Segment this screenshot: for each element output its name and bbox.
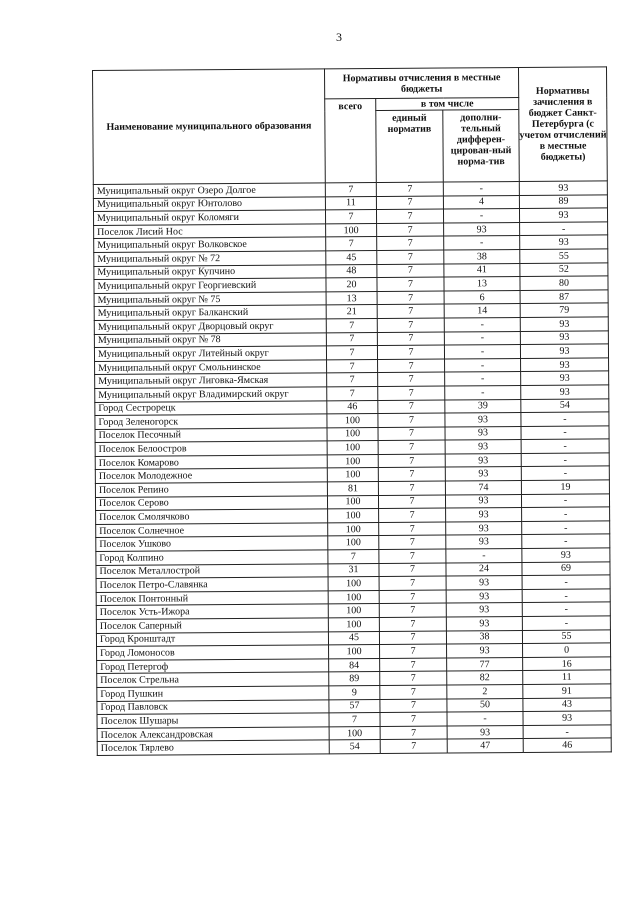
cell-extra: 93 xyxy=(446,589,522,603)
cell-extra: 47 xyxy=(447,739,523,753)
norms-table xyxy=(92,66,612,756)
header-extra-norm: дополни-тельный дифферен-цирован-ный норма-тив xyxy=(443,110,520,183)
cell-total: 100 xyxy=(327,468,378,482)
cell-single: 7 xyxy=(379,576,446,590)
table-body xyxy=(93,181,611,756)
cell-single: 7 xyxy=(378,372,445,386)
cell-name: Город Колпино xyxy=(96,550,328,565)
cell-total: 7 xyxy=(326,237,377,251)
cell-single: 7 xyxy=(379,590,446,604)
cell-single: 7 xyxy=(379,535,446,549)
cell-name: Поселок Песочный xyxy=(95,428,327,443)
cell-spb: 93 xyxy=(519,208,607,222)
cell-total: 100 xyxy=(329,726,380,740)
cell-name: Город Зеленогорск xyxy=(95,414,327,429)
cell-total: 13 xyxy=(326,291,377,305)
cell-spb: 55 xyxy=(522,629,610,643)
cell-total: 48 xyxy=(326,264,377,278)
cell-extra: 39 xyxy=(445,399,521,413)
cell-extra: - xyxy=(443,182,519,196)
cell-extra: 50 xyxy=(447,698,523,712)
cell-total: 7 xyxy=(327,373,378,387)
cell-spb: 93 xyxy=(521,385,609,399)
cell-extra: 93 xyxy=(445,453,521,467)
cell-single: 7 xyxy=(379,563,446,577)
cell-extra: - xyxy=(444,345,520,359)
cell-name: Город Пушкин xyxy=(97,686,329,701)
cell-spb: 87 xyxy=(520,290,608,304)
cell-spb: - xyxy=(521,466,609,480)
cell-total: 100 xyxy=(327,454,378,468)
cell-spb: - xyxy=(522,575,610,589)
cell-single: 7 xyxy=(379,522,446,536)
cell-extra: 93 xyxy=(445,413,521,427)
cell-extra: 4 xyxy=(443,195,519,209)
cell-single: 7 xyxy=(376,182,443,196)
cell-single: 7 xyxy=(378,481,445,495)
cell-single: 7 xyxy=(376,209,443,223)
cell-total: 7 xyxy=(327,359,378,373)
cell-name: Муниципальный округ Купчино xyxy=(94,264,326,279)
cell-name: Город Павловск xyxy=(97,699,329,714)
cell-single: 7 xyxy=(380,699,447,713)
cell-name: Поселок Комарово xyxy=(95,455,327,470)
cell-spb: - xyxy=(522,589,610,603)
cell-spb: 93 xyxy=(519,181,607,195)
cell-total: 7 xyxy=(326,346,377,360)
cell-single: 7 xyxy=(380,671,447,685)
cell-single: 7 xyxy=(380,739,447,753)
cell-name: Поселок Понтонный xyxy=(96,591,328,606)
header-name: Наименование муниципального образования xyxy=(93,69,326,185)
cell-total: 100 xyxy=(327,495,378,509)
cell-single: 7 xyxy=(380,658,447,672)
cell-name: Муниципальный округ Смольнинское xyxy=(95,360,327,375)
cell-total: 100 xyxy=(329,645,380,659)
cell-single: 7 xyxy=(376,196,443,210)
cell-extra: 82 xyxy=(447,671,523,685)
cell-extra: 93 xyxy=(447,644,523,658)
cell-total: 31 xyxy=(328,563,379,577)
cell-total: 100 xyxy=(326,223,377,237)
cell-single: 7 xyxy=(378,386,445,400)
cell-total: 7 xyxy=(329,713,380,727)
cell-spb: 93 xyxy=(523,711,611,725)
cell-total: 100 xyxy=(328,604,379,618)
cell-total: 45 xyxy=(328,631,379,645)
cell-name: Поселок Металлострой xyxy=(96,563,328,578)
cell-total: 100 xyxy=(327,427,378,441)
cell-name: Муниципальный округ Лиговка-Ямская xyxy=(95,373,327,388)
cell-spb: 55 xyxy=(520,249,608,263)
cell-extra: 93 xyxy=(447,725,523,739)
cell-spb: - xyxy=(521,439,609,453)
cell-spb: - xyxy=(521,412,609,426)
cell-spb: - xyxy=(521,494,609,508)
header-spb-budget: Нормативы зачисления в бюджет Санкт-Петербурга (с учетом отчислений в местные бюджеты) xyxy=(519,67,608,182)
cell-total: 100 xyxy=(328,590,379,604)
cell-name: Муниципальный округ Балканский xyxy=(94,305,326,320)
cell-name: Поселок Саперный xyxy=(96,618,328,633)
cell-spb: - xyxy=(522,507,610,521)
cell-spb: - xyxy=(521,453,609,467)
cell-extra: 93 xyxy=(445,440,521,454)
cell-total: 100 xyxy=(327,414,378,428)
cell-extra: - xyxy=(443,209,519,223)
header-single-norm: единый норматив xyxy=(376,110,444,182)
cell-single: 7 xyxy=(377,291,444,305)
cell-name: Муниципальный округ № 72 xyxy=(94,251,326,266)
cell-single: 7 xyxy=(377,277,444,291)
cell-single: 7 xyxy=(377,264,444,278)
cell-single: 7 xyxy=(379,617,446,631)
cell-spb: 46 xyxy=(523,738,611,752)
cell-total: 7 xyxy=(327,386,378,400)
page-number: 3 xyxy=(336,30,342,44)
cell-total: 7 xyxy=(326,318,377,332)
cell-spb: 16 xyxy=(523,657,611,671)
cell-total: 100 xyxy=(328,618,379,632)
cell-total: 100 xyxy=(328,577,379,591)
cell-total: 45 xyxy=(326,250,377,264)
cell-single: 7 xyxy=(379,603,446,617)
cell-name: Муниципальный округ Дворцовый округ xyxy=(94,319,326,334)
table-row xyxy=(97,738,611,755)
header-total: всего xyxy=(325,99,377,183)
cell-spb: 93 xyxy=(520,317,608,331)
cell-single: 7 xyxy=(378,495,445,509)
cell-single: 7 xyxy=(378,359,445,373)
cell-extra: 14 xyxy=(444,304,520,318)
cell-extra: 13 xyxy=(444,277,520,291)
cell-spb: - xyxy=(522,602,610,616)
cell-spb: 80 xyxy=(520,276,608,290)
cell-single: 7 xyxy=(379,508,446,522)
cell-name: Муниципальный округ Литейный округ xyxy=(94,346,326,361)
cell-extra: - xyxy=(445,358,521,372)
cell-spb: 93 xyxy=(521,358,609,372)
cell-extra: 6 xyxy=(444,290,520,304)
cell-name: Муниципальный округ Озеро Долгое xyxy=(93,183,325,198)
cell-name: Муниципальный округ Волковское xyxy=(94,237,326,252)
cell-spb: 0 xyxy=(523,643,611,657)
cell-total: 46 xyxy=(327,400,378,414)
cell-spb: 11 xyxy=(523,670,611,684)
cell-extra: 38 xyxy=(444,249,520,263)
cell-extra: - xyxy=(445,385,521,399)
cell-spb: - xyxy=(522,534,610,548)
cell-extra: 93 xyxy=(446,535,522,549)
cell-spb: 93 xyxy=(522,548,610,562)
cell-name: Муниципальный округ Юнтолово xyxy=(93,196,325,211)
cell-name: Муниципальный округ Коломяги xyxy=(93,210,325,225)
cell-single: 7 xyxy=(377,236,444,250)
cell-name: Поселок Петро-Славянка xyxy=(96,577,328,592)
cell-total: 7 xyxy=(325,183,376,197)
cell-single: 7 xyxy=(378,468,445,482)
cell-extra: 74 xyxy=(445,481,521,495)
cell-extra: 2 xyxy=(447,684,523,698)
cell-spb: 79 xyxy=(520,303,608,317)
cell-name: Поселок Смолячково xyxy=(96,509,328,524)
cell-total: 11 xyxy=(325,196,376,210)
cell-single: 7 xyxy=(380,685,447,699)
cell-extra: 38 xyxy=(446,630,522,644)
cell-total: 54 xyxy=(329,740,380,754)
cell-spb: 89 xyxy=(519,194,607,208)
cell-spb: - xyxy=(520,222,608,236)
cell-extra: 93 xyxy=(446,617,522,631)
cell-extra: 93 xyxy=(445,426,521,440)
cell-spb: - xyxy=(523,725,611,739)
cell-extra: 41 xyxy=(444,263,520,277)
cell-extra: 93 xyxy=(446,603,522,617)
cell-name: Город Петергоф xyxy=(97,659,329,674)
cell-total: 89 xyxy=(329,672,380,686)
cell-single: 7 xyxy=(378,427,445,441)
cell-total: 81 xyxy=(327,482,378,496)
cell-single: 7 xyxy=(377,345,444,359)
cell-name: Муниципальный округ Георгиевский xyxy=(94,278,326,293)
cell-spb: 69 xyxy=(522,562,610,576)
cell-spb: 52 xyxy=(520,262,608,276)
cell-spb: 93 xyxy=(520,344,608,358)
cell-spb: - xyxy=(522,521,610,535)
cell-name: Поселок Усть-Ижора xyxy=(96,604,328,619)
cell-extra: 93 xyxy=(444,222,520,236)
cell-spb: 43 xyxy=(523,697,611,711)
cell-name: Муниципальный округ № 78 xyxy=(94,332,326,347)
cell-name: Поселок Молодежное xyxy=(95,468,327,483)
cell-extra: - xyxy=(444,317,520,331)
cell-name: Поселок Ушково xyxy=(96,536,328,551)
cell-name: Поселок Стрельна xyxy=(97,672,329,687)
cell-spb: 91 xyxy=(523,684,611,698)
cell-extra: 93 xyxy=(445,494,521,508)
cell-single: 7 xyxy=(377,250,444,264)
cell-single: 7 xyxy=(378,413,445,427)
cell-total: 57 xyxy=(329,699,380,713)
cell-name: Поселок Тярлево xyxy=(97,740,329,755)
cell-total: 7 xyxy=(325,210,376,224)
cell-single: 7 xyxy=(378,440,445,454)
cell-name: Поселок Александровская xyxy=(97,727,329,742)
cell-extra: 24 xyxy=(446,562,522,576)
cell-extra: 93 xyxy=(446,521,522,535)
cell-name: Поселок Серово xyxy=(95,496,327,511)
cell-name: Город Кронштадт xyxy=(96,631,328,646)
cell-name: Муниципальный округ № 75 xyxy=(94,292,326,307)
cell-name: Поселок Репино xyxy=(95,482,327,497)
cell-single: 7 xyxy=(380,726,447,740)
cell-name: Поселок Белоостров xyxy=(95,441,327,456)
cell-spb: - xyxy=(521,426,609,440)
cell-total: 84 xyxy=(329,658,380,672)
cell-total: 21 xyxy=(326,305,377,319)
cell-single: 7 xyxy=(379,549,446,563)
cell-total: 7 xyxy=(328,550,379,564)
cell-spb: 54 xyxy=(521,398,609,412)
cell-spb: 93 xyxy=(520,235,608,249)
cell-extra: 93 xyxy=(446,508,522,522)
cell-name: Поселок Шушары xyxy=(97,713,329,728)
cell-total: 20 xyxy=(326,278,377,292)
cell-total: 7 xyxy=(326,332,377,346)
cell-single: 7 xyxy=(379,631,446,645)
cell-total: 100 xyxy=(328,536,379,550)
cell-total: 100 xyxy=(327,441,378,455)
cell-name: Поселок Лисий Нос xyxy=(94,224,326,239)
cell-name: Город Ломоносов xyxy=(97,645,329,660)
cell-spb: 19 xyxy=(521,480,609,494)
cell-total: 100 xyxy=(328,509,379,523)
cell-extra: - xyxy=(446,549,522,563)
cell-extra: 77 xyxy=(447,657,523,671)
header-including: в том числе xyxy=(376,98,519,111)
cell-spb: 93 xyxy=(520,330,608,344)
cell-single: 7 xyxy=(377,318,444,332)
cell-single: 7 xyxy=(377,223,444,237)
cell-extra: - xyxy=(444,331,520,345)
cell-extra: - xyxy=(444,236,520,250)
cell-single: 7 xyxy=(380,712,447,726)
cell-single: 7 xyxy=(378,400,445,414)
cell-total: 9 xyxy=(329,685,380,699)
cell-name: Город Сестрорецк xyxy=(95,400,327,415)
cell-single: 7 xyxy=(377,332,444,346)
cell-name: Муниципальный округ Владимирский округ xyxy=(95,387,327,402)
cell-name: Поселок Солнечное xyxy=(96,523,328,538)
cell-extra: - xyxy=(445,372,521,386)
cell-single: 7 xyxy=(377,304,444,318)
cell-single: 7 xyxy=(380,644,447,658)
cell-spb: - xyxy=(522,616,610,630)
cell-extra: 93 xyxy=(445,467,521,481)
cell-single: 7 xyxy=(378,454,445,468)
header-local-budgets: Нормативы отчисления в местные бюджеты xyxy=(324,68,518,99)
cell-spb: 93 xyxy=(521,371,609,385)
cell-extra: - xyxy=(447,712,523,726)
cell-extra: 93 xyxy=(446,576,522,590)
cell-total: 100 xyxy=(328,522,379,536)
